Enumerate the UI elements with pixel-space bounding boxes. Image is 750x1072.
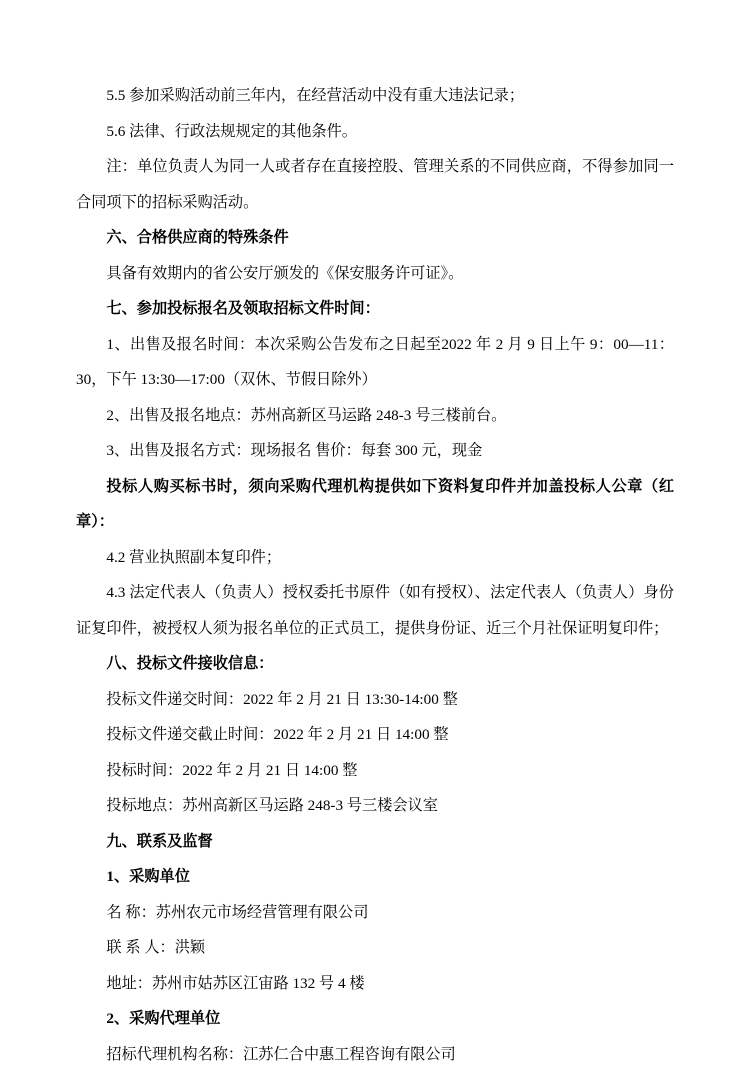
purchaser-contact: 联 系 人：洪颖 xyxy=(76,930,674,966)
bid-submission-time: 投标文件递交时间：2022 年 2 月 21 日 13:30-14:00 整 xyxy=(76,682,674,718)
bid-opening-time: 投标时间：2022 年 2 月 21 日 14:00 整 xyxy=(76,753,674,789)
section-six-content: 具备有效期内的省公安厅颁发的《保安服务许可证》。 xyxy=(76,256,674,292)
section-heading-six: 六、合格供应商的特殊条件 xyxy=(76,220,674,256)
clause-7-2: 2、出售及报名地点：苏州高新区马运路 248-3 号三楼前台。 xyxy=(76,398,674,434)
clause-4-2: 4.2 营业执照副本复印件； xyxy=(76,540,674,576)
clause-4-3: 4.3 法定代表人（负责人）授权委托书原件（如有授权）、法定代表人（负责人）身份证复印件，被授权人须为报名单位的正式员工，提供身份证、近三个月社保证明复印件； xyxy=(76,575,674,646)
purchaser-address: 地址：苏州市姑苏区江宙路 132 号 4 楼 xyxy=(76,966,674,1002)
purchaser-name: 名 称：苏州农元市场经营管理有限公司 xyxy=(76,895,674,931)
clause-5-6: 5.6 法律、行政法规规定的其他条件。 xyxy=(76,114,674,150)
agency-name: 招标代理机构名称：江苏仁合中惠工程咨询有限公司 xyxy=(76,1037,674,1072)
section-heading-nine: 九、联系及监督 xyxy=(76,824,674,860)
bid-opening-place: 投标地点：苏州高新区马运路 248-3 号三楼会议室 xyxy=(76,788,674,824)
subsection-purchaser: 1、采购单位 xyxy=(76,859,674,895)
section-heading-seven: 七、参加投标报名及领取招标文件时间： xyxy=(76,291,674,327)
clause-5-5: 5.5 参加采购活动前三年内，在经营活动中没有重大违法记录； xyxy=(76,78,674,114)
bid-submission-deadline: 投标文件递交截止时间：2022 年 2 月 21 日 14:00 整 xyxy=(76,717,674,753)
note-paragraph: 注：单位负责人为同一人或者存在直接控股、管理关系的不同供应商，不得参加同一合同项下的招标采购活动。 xyxy=(76,149,674,220)
section-heading-eight: 八、投标文件接收信息： xyxy=(76,646,674,682)
bid-purchase-requirement: 投标人购买标书时，须向采购代理机构提供如下资料复印件并加盖投标人公章（红章）： xyxy=(76,469,674,540)
document-body xyxy=(76,78,674,1072)
clause-7-3: 3、出售及报名方式：现场报名 售价：每套 300 元，现金 xyxy=(76,433,674,469)
clause-7-1: 1、出售及报名时间：本次采购公告发布之日起至2022 年 2 月 9 日上午 9：00—11：30，下午 13:30—17:00（双休、节假日除外） xyxy=(76,327,674,398)
subsection-agency: 2、采购代理单位 xyxy=(76,1001,674,1037)
